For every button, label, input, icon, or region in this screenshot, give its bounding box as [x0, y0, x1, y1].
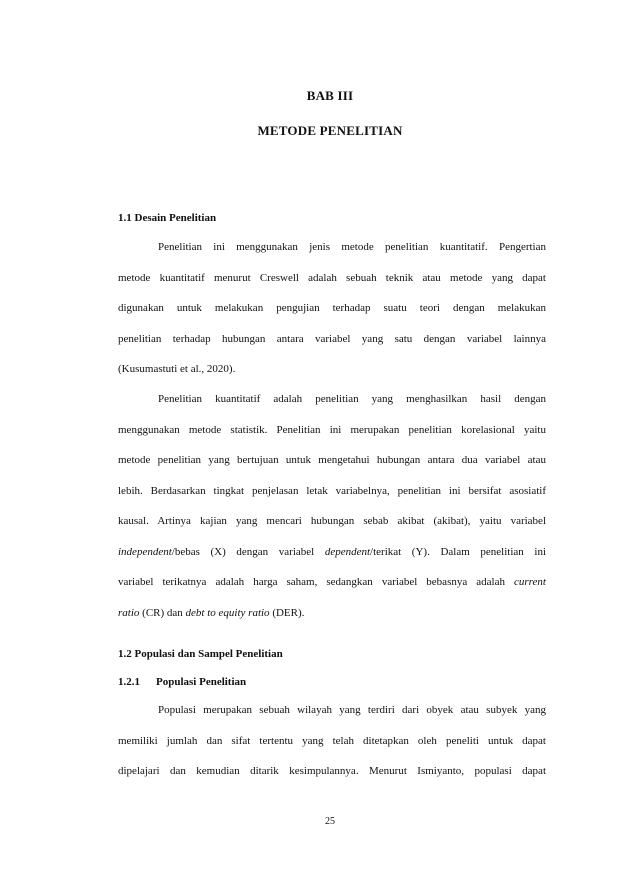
- text-run: variabel terikatnya adalah harga saham, sedangkan variabel bebasnya adalah: [118, 576, 515, 588]
- paragraph-line: (Kusumastuti et al., 2020).: [118, 363, 236, 375]
- paragraph-line: penelitian terhadap hubungan antara variabel yang satu dengan variabel lainnya: [118, 332, 546, 345]
- subsection-heading-1-2-1: [118, 676, 246, 688]
- subsection-title: Populasi Penelitian: [156, 676, 247, 688]
- paragraph-line: Populasi merupakan sebuah wilayah yang terdiri dari obyek atau subyek yang: [158, 704, 546, 716]
- text-run: /bebas (X) dengan variabel: [171, 545, 325, 558]
- section-heading-1-1: 1.1 Desain Penelitian: [118, 212, 217, 224]
- paragraph-populasi-1: [118, 695, 546, 787]
- italic-term: current: [514, 576, 546, 588]
- subsection-number: 1.2.1: [118, 676, 140, 688]
- text-run: /terikat (Y). Dalam penelitian ini: [370, 545, 547, 558]
- paragraph-line: metode kuantitatif menurut Creswell adalah sebuah teknik atau metode yang dapat: [118, 271, 546, 284]
- paragraph-line: metode penelitian yang bertujuan untuk mengetahui hubungan antara dua variabel atau: [118, 454, 546, 466]
- chapter-number: BAB III: [306, 88, 354, 103]
- text-run: (CR) dan: [139, 606, 186, 619]
- paragraph-line: [118, 567, 546, 598]
- paragraph-line: menggunakan metode statistik. Penelitian ini merupakan penelitian korelasional yaitu: [118, 423, 546, 436]
- chapter-title: METODE PENELITIAN: [257, 123, 403, 138]
- italic-term: independent: [118, 545, 172, 558]
- paragraph-line: [118, 598, 546, 629]
- italic-term: debt to equity ratio: [185, 606, 270, 619]
- paragraph-line: digunakan untuk melakukan pengujian terhadap suatu teori dengan melakukan: [118, 302, 546, 314]
- paragraph-desain-1: [118, 232, 546, 385]
- paragraph-desain-2: [118, 384, 546, 628]
- page-number: 25: [325, 816, 335, 827]
- text-run: (DER).: [269, 606, 305, 619]
- paragraph-line: kausal. Artinya kajian yang mencari hubungan sebab akibat (akibat), yaitu variabel: [118, 515, 546, 527]
- paragraph-line: lebih. Berdasarkan tingkat penjelasan letak variabelnya, penelitian ini bersifat asosiatif: [118, 484, 546, 497]
- paragraph-line: Penelitian kuantitatif adalah penelitian yang menghasilkan hasil dengan: [158, 393, 546, 405]
- italic-term: ratio: [118, 606, 140, 619]
- paragraph-line: memiliki jumlah dan sifat tertentu yang telah ditetapkan oleh peneliti untuk dapat: [118, 734, 546, 747]
- paragraph-line: Penelitian ini menggunakan jenis metode penelitian kuantitatif. Pengertian: [158, 241, 546, 253]
- section-heading-1-2: 1.2 Populasi dan Sampel Penelitian: [118, 648, 283, 660]
- paragraph-line: dipelajari dan kemudian ditarik kesimpulannya. Menurut Ismiyanto, populasi dapat: [118, 765, 546, 777]
- paragraph-line: [118, 537, 546, 568]
- italic-term: dependent: [324, 545, 371, 558]
